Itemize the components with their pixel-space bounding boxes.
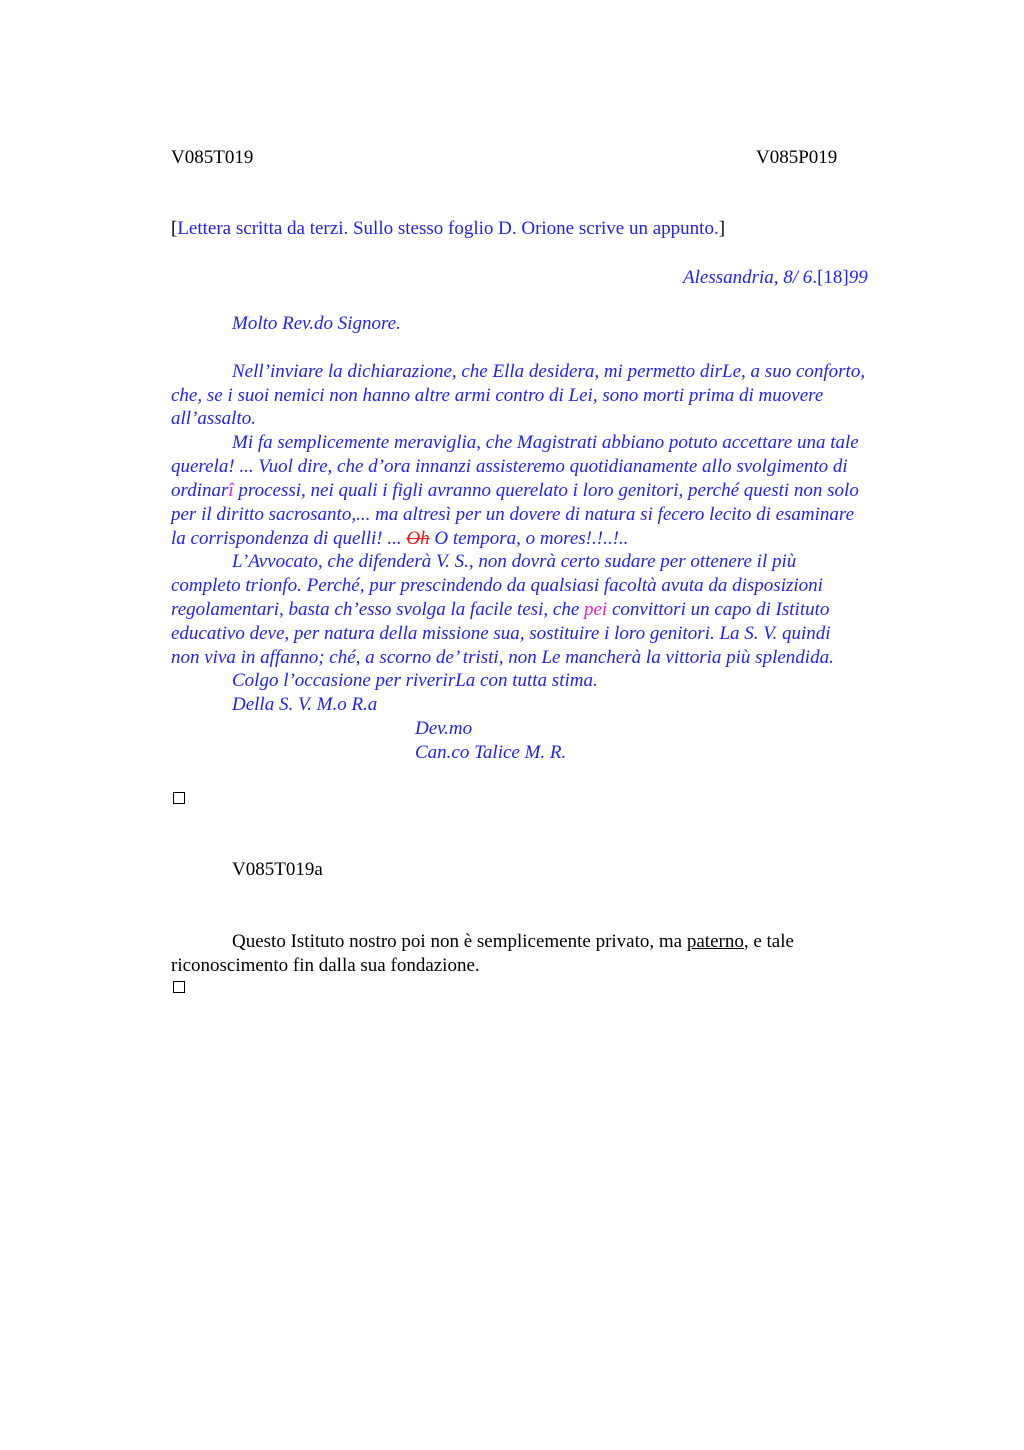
closing-line3: Dev.mo: [415, 718, 473, 739]
closing-line1: Colgo l’occasione per riverirLa con tutta stima.: [232, 670, 598, 691]
closing-line2: Della S. V. M.o R.a: [232, 694, 378, 715]
paragraph2-line2: querela! ... Vuol dire, che d’ora innanzi assisteremo quotidianamente allo svolgimento di: [171, 456, 848, 477]
paragraph2-line3-start: ordinar: [171, 480, 229, 501]
paragraph1-line3: all’assalto.: [171, 408, 256, 429]
section2-line1-start: Questo Istituto nostro poi non è semplicemente privato, ma: [232, 931, 687, 952]
paragraph1-line2: che, se i suoi nemici non hanno altre armi contro di Lei, sono morti prima di muovere: [171, 385, 824, 406]
paragraph2-line5-end: O tempora, o mores!.!..!..: [429, 528, 629, 549]
paragraph1-line1: Nell’inviare la dichiarazione, che Ella desidera, mi permetto dirLe, a suo conforto,: [232, 361, 866, 382]
paragraph2-line4: per il diritto sacrosanto,... ma altresì per un dovere di natura si fecero lecito di esaminare: [171, 504, 855, 525]
paragraph3-line3: [171, 598, 829, 622]
section-end-box: [173, 792, 185, 804]
paragraph2-line5: [171, 527, 628, 551]
paragraph2-line1: Mi fa semplicemente meraviglia, che Magistrati abbiano potuto accettare una tale: [232, 432, 859, 453]
salutation: Molto Rev.do Signore.: [232, 313, 401, 334]
editor-note: [171, 217, 725, 241]
paragraph3-line5: non viva in affanno; ché, a scorno de’ tristi, non Le mancherà la vittoria più splendida.: [171, 647, 834, 668]
editor-note-text: Lettera scritta da terzi. Sullo stesso foglio D. Orione scrive un appunto.: [177, 218, 719, 239]
section2-code: V085T019a: [232, 859, 323, 880]
signature: Can.co Talice M. R.: [415, 742, 567, 763]
date-year-bracket: [18]: [817, 267, 849, 288]
paragraph2-line5-start: la corrispondenza di quelli! ...: [171, 528, 407, 549]
correction-mark: î: [228, 480, 234, 501]
struck-word: Oh: [406, 528, 430, 549]
date-place-day: Alessandria, 8/ 6: [683, 267, 813, 288]
document-code-right: V085P019: [756, 147, 838, 168]
correction-word: pei: [584, 599, 608, 620]
section-end-box: [173, 981, 185, 993]
paragraph2-line3: [171, 479, 859, 503]
editor-note-open: [: [171, 218, 178, 239]
section2-line2: riconoscimento fin dalla sua fondazione.: [171, 955, 480, 976]
document-code-left: V085T019: [171, 147, 254, 168]
paragraph3-line3-end: convittori un capo di Istituto: [607, 599, 830, 620]
paragraph3-line4: educativo deve, per natura della missione sua, sostituire i loro genitori. La S. V. quindi: [171, 623, 831, 644]
editor-note-close: ]: [718, 218, 726, 239]
paragraph3-line3-start: regolamentari, basta ch’esso svolga la facile tesi, che: [171, 599, 584, 620]
section2-line1: [232, 930, 794, 954]
section2-line1-end: , e tale: [743, 931, 794, 952]
paragraph3-line2: completo trionfo. Perché, pur prescindendo da qualsiasi facoltà avuta da disposizioni: [171, 575, 823, 596]
underlined-word: paterno: [686, 931, 744, 952]
paragraph2-line3-end: processi, nei quali i figli avranno querelato i loro genitori, perché questi non solo: [233, 480, 859, 501]
date-dot: .: [812, 267, 818, 288]
paragraph3-line1: L’Avvocato, che difenderà V. S., non dovrà certo sudare per ottenere il più: [232, 551, 797, 572]
date-year-end: 99: [848, 267, 868, 288]
letter-date: [683, 266, 868, 290]
